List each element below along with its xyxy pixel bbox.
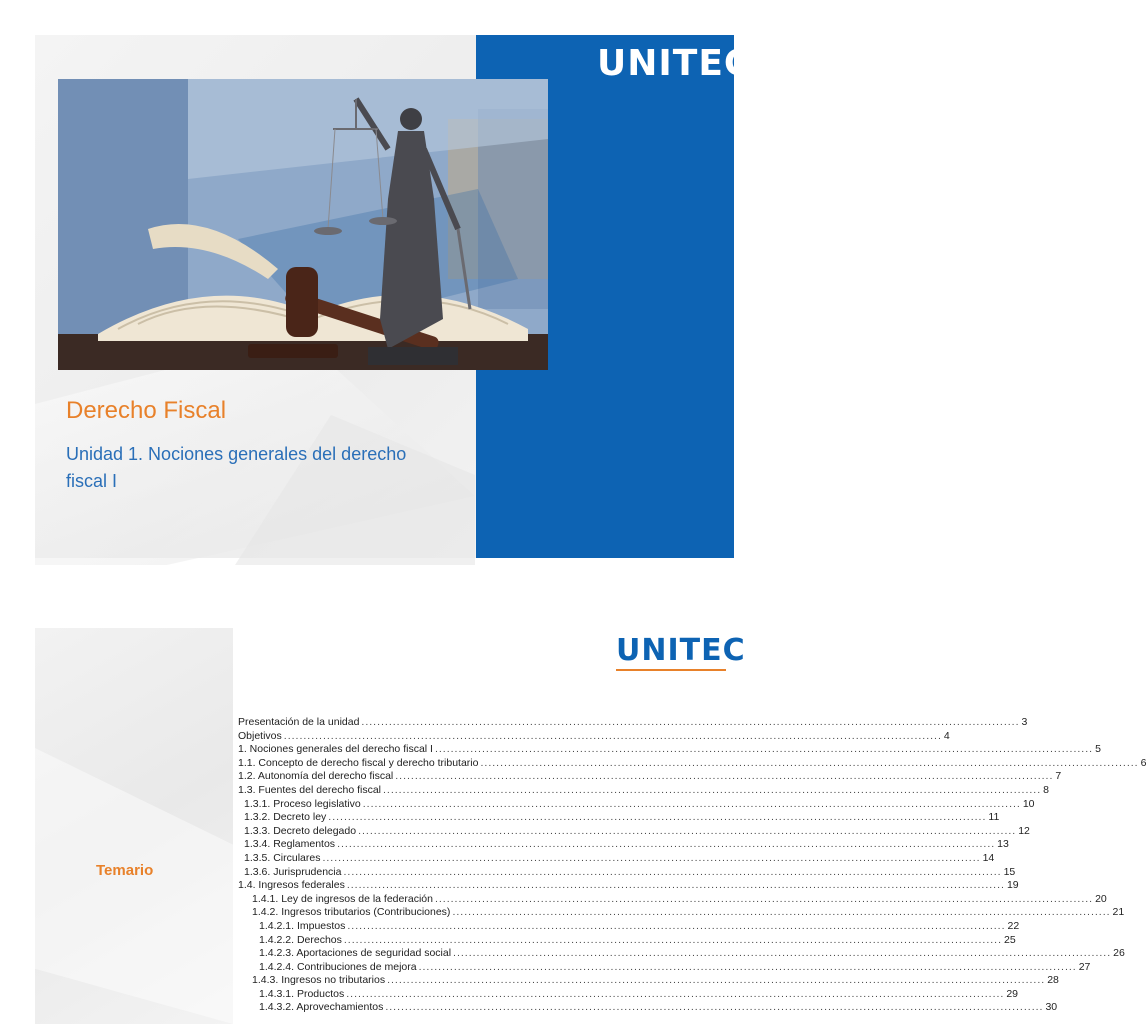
- toc-entry-page: 29: [1006, 987, 1019, 1000]
- toc-entry-title: 1.3.2. Decreto ley: [244, 811, 327, 824]
- toc-entry[interactable]: [238, 811, 1000, 825]
- dot-leader: [343, 866, 1001, 878]
- toc-entry[interactable]: [238, 797, 1035, 812]
- toc-entry-page: 30: [1045, 1001, 1058, 1014]
- toc-entry[interactable]: [238, 879, 1019, 893]
- toc-entry[interactable]: [238, 947, 1125, 961]
- table-of-contents: [238, 716, 1146, 1015]
- toc-entry[interactable]: [238, 770, 1062, 784]
- toc-entry-title: 1.4.3.2. Aprovechamientos: [259, 1001, 384, 1014]
- toc-entry-page: 10: [1022, 797, 1035, 810]
- toc-entry-title: 1.3.5. Circulares: [244, 851, 321, 864]
- toc-entry-title: 1.4.3.1. Productos: [259, 987, 345, 1000]
- toc-entry-page: 11: [988, 811, 1000, 824]
- background-facet: [35, 748, 233, 1024]
- dot-leader: [419, 961, 1077, 973]
- toc-entry-title: 1.4.2.2. Derechos: [259, 933, 342, 946]
- dot-leader: [395, 770, 1053, 782]
- toc-entry-title: 1.4. Ingresos federales: [238, 879, 345, 892]
- toc-entry[interactable]: [238, 716, 1028, 730]
- toc-entry[interactable]: [238, 974, 1059, 988]
- toc-entry[interactable]: [238, 743, 1101, 757]
- toc-entry-title: 1. Nociones generales del derecho fiscal I: [238, 743, 433, 756]
- toc-entry-page: 13: [997, 838, 1009, 851]
- toc-entry-title: Presentación de la unidad: [238, 716, 360, 728]
- dot-leader: [435, 893, 1093, 905]
- toc-entry-page: 5: [1095, 743, 1101, 756]
- dot-leader: [347, 920, 1005, 932]
- toc-entry-title: 1.4.2.4. Contribuciones de mejora: [259, 960, 417, 973]
- dot-leader: [328, 811, 986, 823]
- toc-entry-page: 19: [1006, 879, 1019, 892]
- dot-leader: [385, 1001, 1043, 1013]
- toc-entry-page: 28: [1047, 974, 1059, 987]
- unit-subtitle: Unidad 1. Nociones generales del derecho fiscal I: [66, 444, 407, 491]
- toc-entry[interactable]: [238, 729, 950, 744]
- toc-entry-page: 27: [1078, 960, 1091, 973]
- dot-leader: [358, 825, 1016, 837]
- cover-page: [35, 35, 752, 558]
- dot-leader: [346, 988, 1004, 1000]
- toc-entry-page: 21: [1112, 906, 1125, 919]
- toc-entry-title: 1.4.2.1. Impuestos: [259, 919, 346, 932]
- toc-entry-title: 1.2. Autonomía del derecho fiscal: [238, 770, 394, 783]
- toc-entry-title: 1.3.1. Proceso legislativo: [244, 797, 361, 810]
- toc-entry-page: 8: [1043, 783, 1049, 796]
- toc-entry-title: 1.1. Concepto de derecho fiscal y derecho tributario: [238, 756, 479, 769]
- toc-entry-page: 26: [1113, 947, 1125, 960]
- toc-entry-page: 15: [1003, 865, 1016, 878]
- toc-entry[interactable]: [238, 851, 995, 866]
- dot-leader: [347, 879, 1005, 891]
- toc-entry-page: 3: [1021, 716, 1028, 728]
- toc-entry-title: 1.3.6. Jurisprudencia: [244, 865, 342, 878]
- toc-entry-title: 1.3.3. Decreto delegado: [244, 824, 357, 837]
- toc-entry[interactable]: [238, 838, 1009, 852]
- dot-leader: [383, 784, 1041, 796]
- toc-entry[interactable]: [238, 892, 1107, 907]
- toc-entry[interactable]: [238, 919, 1020, 934]
- toc-entry-title: 1.4.1. Ley de ingresos de la federación: [252, 892, 433, 905]
- dot-leader: [284, 730, 942, 742]
- dot-leader: [322, 852, 980, 864]
- toc-entry[interactable]: [238, 960, 1091, 975]
- dot-leader: [361, 716, 1019, 728]
- toc-entry-page: 22: [1007, 919, 1020, 932]
- temario-heading: Temario: [96, 862, 154, 879]
- temario-page: [35, 628, 1146, 1024]
- toc-entry-page: 4: [943, 729, 950, 742]
- dot-leader: [337, 838, 995, 850]
- hero-image: [58, 79, 548, 370]
- dot-leader: [387, 974, 1045, 986]
- dot-leader: [363, 798, 1021, 810]
- toc-entry[interactable]: [238, 783, 1049, 798]
- toc-entry-page: 14: [982, 851, 995, 864]
- toc-entry-title: 1.4.3. Ingresos no tributarios: [252, 974, 386, 987]
- toc-entry[interactable]: [238, 824, 1030, 839]
- dot-leader: [435, 743, 1093, 755]
- toc-entry[interactable]: [238, 906, 1125, 920]
- toc-entry-title: 1.3. Fuentes del derecho fiscal: [238, 783, 382, 796]
- toc-entry-page: 7: [1055, 770, 1062, 783]
- toc-entry-page: 25: [1004, 933, 1016, 946]
- dot-leader: [480, 757, 1138, 769]
- toc-entry-page: 20: [1095, 892, 1107, 905]
- toc-entry[interactable]: [238, 865, 1016, 880]
- dot-leader: [452, 906, 1110, 918]
- toc-entry-title: 1.3.4. Reglamentos: [244, 838, 336, 851]
- dot-leader: [453, 947, 1111, 959]
- toc-entry-title: 1.4.2.3. Aportaciones de seguridad social: [259, 947, 452, 960]
- temario-sidebar: [35, 628, 233, 1024]
- document-title: Derecho Fiscal: [66, 397, 227, 424]
- toc-entry-page: 12: [1018, 824, 1030, 837]
- toc-entry[interactable]: [238, 1001, 1058, 1015]
- toc-entry-title: Objetivos: [238, 729, 282, 742]
- toc-entry[interactable]: [238, 987, 1019, 1002]
- unitec-logo: UNITEC: [597, 43, 752, 84]
- toc-entry[interactable]: [238, 933, 1016, 948]
- dot-leader: [344, 934, 1002, 946]
- logo-underline: [616, 669, 726, 671]
- toc-entry[interactable]: [238, 756, 1146, 771]
- justice-statue-icon: [58, 79, 548, 370]
- toc-entry-title: 1.4.2. Ingresos tributarios (Contribuciones): [252, 906, 451, 919]
- toc-entry-page: 6: [1140, 756, 1146, 769]
- unitec-logo: UNITEC: [616, 633, 746, 668]
